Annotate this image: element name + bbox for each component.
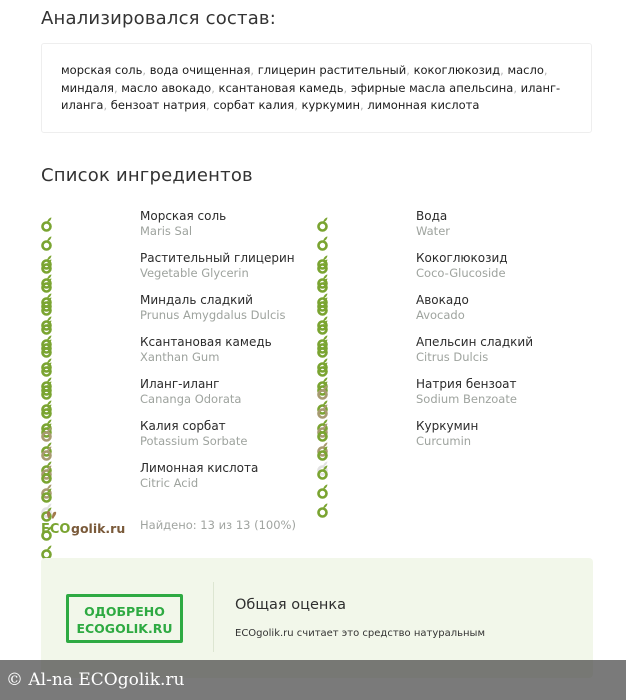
composition-item: иланг-иланга — [61, 80, 561, 112]
leaf-icon — [41, 385, 52, 400]
leaf-icon — [317, 446, 328, 461]
leaf-icon — [41, 259, 52, 274]
leaf-icon — [317, 278, 328, 293]
leaf-icon — [41, 343, 52, 358]
ingredient-name: Ксантановая камедь — [140, 335, 272, 349]
composition-item: эфирные масла апельсина — [350, 80, 514, 95]
ingredient-name: Авокадо — [416, 293, 469, 307]
leaf-icon — [317, 362, 328, 377]
leaf-icon — [41, 469, 52, 484]
leaf-icon — [317, 484, 328, 499]
leaf-icon — [41, 488, 52, 503]
ingredient-name: Натрия бензоат — [416, 377, 517, 391]
leaf-icon — [317, 236, 328, 251]
ingredient-name: Калия сорбат — [140, 419, 226, 433]
composition-item: сорбат калия — [213, 98, 295, 112]
ecogolik-logo — [41, 511, 131, 541]
approved-stamp — [66, 594, 183, 643]
composition-item: вода очищенная — [149, 63, 251, 77]
composition-item: миндаля — [61, 80, 114, 95]
ingredient-latin-name: Citrus Dulcis — [416, 350, 489, 364]
composition-item: куркумин — [301, 98, 360, 112]
found-summary: Найдено: 13 из 13 (100%) — [140, 518, 296, 532]
leaf-icon — [41, 446, 52, 461]
leaf-icon — [317, 404, 328, 419]
ingredient-name: Апельсин сладкий — [416, 335, 533, 349]
ingredient-latin-name: Maris Sal — [140, 224, 193, 238]
ingredient-rating — [317, 427, 331, 522]
leaf-icon — [317, 217, 328, 232]
leaf-icon — [41, 217, 52, 232]
ingredient-latin-name: Sodium Benzoate — [416, 392, 517, 406]
leaf-icon — [317, 385, 328, 400]
leaf-icon — [41, 301, 52, 316]
svg-text:golik.ru: golik.ru — [71, 521, 126, 536]
composition-item: ксантановая камедь — [218, 80, 344, 95]
stamp-line-1: ОДОБРЕНО — [84, 604, 165, 619]
composition-title: Анализировался состав: — [41, 8, 277, 29]
ingredient-name: Морская соль — [140, 209, 227, 223]
ingredient-latin-name: Avocado — [416, 308, 465, 322]
overall-rating-title: Общая оценка — [235, 597, 347, 613]
ingredient-name: Иланг-иланг — [140, 377, 220, 391]
ingredient-name: Растительный глицерин — [140, 251, 295, 265]
leaf-icon — [317, 320, 328, 335]
leaf-icon — [41, 278, 52, 293]
composition-box — [41, 43, 592, 133]
ingredients-title: Список ингредиентов — [41, 165, 253, 186]
composition-item: морская соль — [61, 63, 143, 77]
ingredient-name: Куркумин — [416, 419, 479, 433]
leaf-icon — [41, 320, 52, 335]
ingredient-latin-name: Xanthan Gum — [140, 350, 220, 364]
ingredient-latin-name: Vegetable Glycerin — [140, 266, 249, 280]
ingredient-name: Кокоглюкозид — [416, 251, 508, 265]
ingredient-latin-name: Water — [416, 224, 450, 238]
composition-item: масло авокадо — [121, 80, 212, 95]
ingredient-latin-name: Coco-Glucoside — [416, 266, 506, 280]
ingredient-name: Миндаль сладкий — [140, 293, 253, 307]
leaf-icon — [41, 236, 52, 251]
ingredient-latin-name: Prunus Amygdalus Dulcis — [140, 308, 286, 322]
ingredient-latin-name: Cananga Odorata — [140, 392, 242, 406]
composition-item: бензоат натрия — [110, 98, 206, 112]
leaf-icon — [317, 301, 328, 316]
leaf-icon — [317, 503, 328, 518]
leaf-icon — [41, 404, 52, 419]
composition-item: глицерин растительный — [257, 63, 407, 77]
copyright-bar: © Al-na ECOgolik.ru — [0, 660, 626, 700]
leaf-icon — [317, 465, 328, 480]
composition-item: лимонная кислота — [367, 98, 480, 112]
leaf-icon — [317, 343, 328, 358]
overall-rating-description: ECOgolik.ru считает это средство натуральным — [235, 628, 485, 639]
panel-divider — [213, 582, 214, 652]
composition-text: морская соль, вода очищенная, глицерин растительный, кокоглюкозид, масло, миндаля, масло авокадо, ксантановая камедь, эфирные масла апельсина, иланг-иланга, бензоат натрия, сорбат калия, куркумин, лимонная кислота — [61, 63, 561, 112]
stamp-line-2: ECOGOLIK.RU — [76, 621, 173, 636]
ingredient-latin-name: Citric Acid — [140, 476, 199, 490]
svg-text:ECO: ECO — [41, 522, 71, 537]
leaf-icon — [317, 259, 328, 274]
leaf-icon — [41, 427, 52, 442]
leaf-icon — [41, 362, 52, 377]
ingredient-name: Вода — [416, 209, 448, 223]
composition-item: кокоглюкозид — [413, 63, 501, 77]
composition-item: масло — [507, 63, 544, 77]
leaf-icon — [317, 427, 328, 442]
ingredient-latin-name: Potassium Sorbate — [140, 434, 248, 448]
ingredient-latin-name: Curcumin — [416, 434, 472, 448]
ingredient-name: Лимонная кислота — [140, 461, 259, 475]
